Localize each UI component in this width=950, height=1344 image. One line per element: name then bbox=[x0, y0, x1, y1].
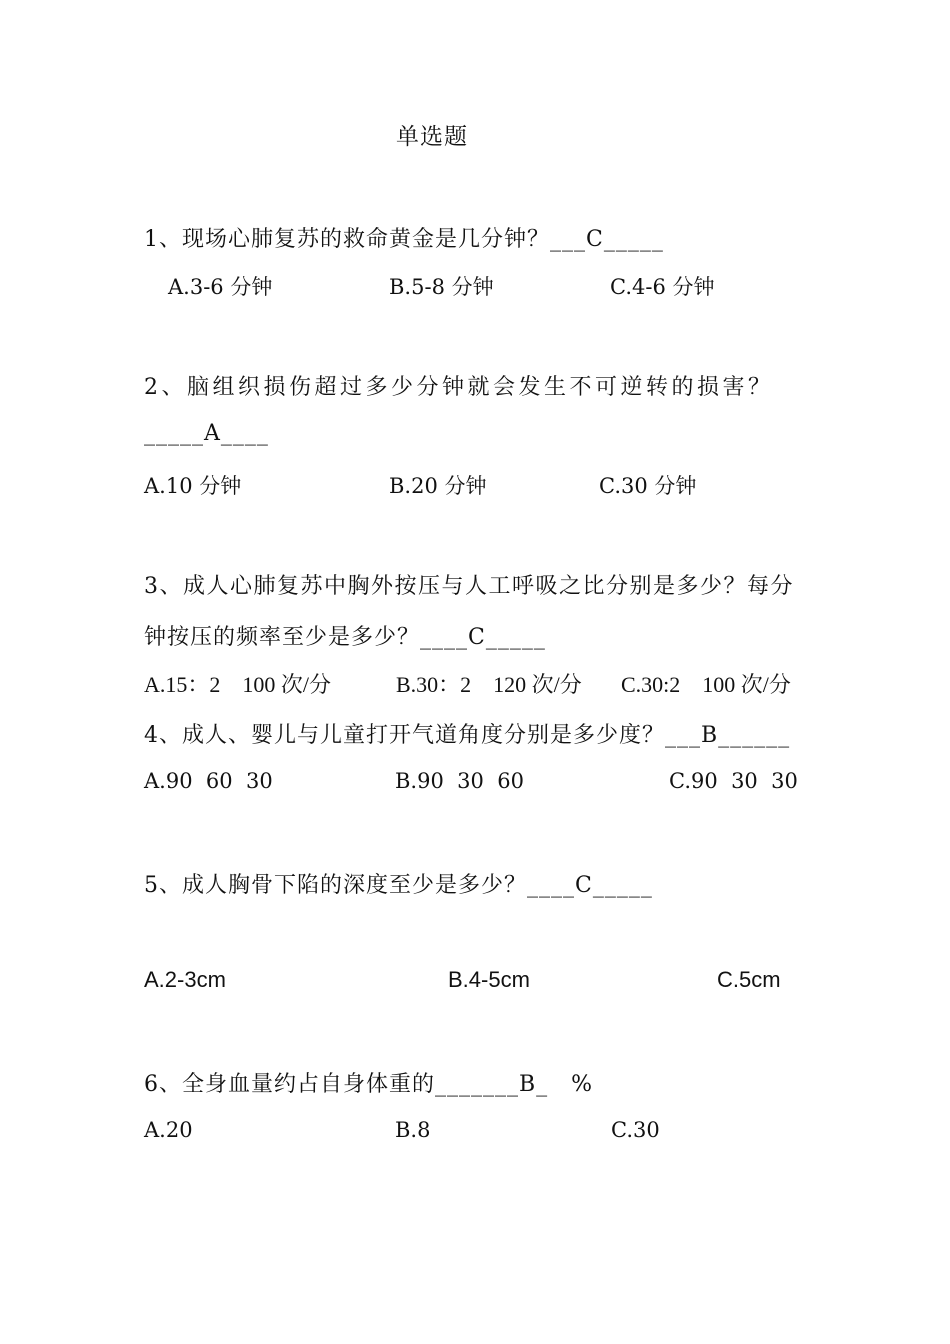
question-5-text: 5、成人胸骨下陷的深度至少是多少？____C_____ bbox=[144, 873, 653, 898]
question-2-answer: _____A____ bbox=[144, 421, 269, 446]
question-6-option-a: A.20 bbox=[144, 1118, 193, 1142]
question-1-option-b: B.5-8 分钟 bbox=[389, 275, 494, 299]
question-1-text: 1、现场心肺复苏的救命黄金是几分钟？___C_____ bbox=[144, 227, 664, 252]
question-1-option-a: A.3-6 分钟 bbox=[168, 275, 273, 299]
question-4-option-a: A.90 60 30 bbox=[144, 769, 273, 793]
page-title: 单选题 bbox=[396, 124, 468, 150]
question-6-option-b: B.8 bbox=[395, 1118, 431, 1142]
question-5-option-a: A.2-3cm bbox=[144, 967, 226, 992]
question-5-option-b: B.4-5cm bbox=[448, 967, 530, 992]
question-4-option-c: C.90 30 30 bbox=[669, 769, 798, 793]
question-2-text: 2、脑组织损伤超过多少分钟就会发生不可逆转的损害？ bbox=[144, 375, 774, 400]
question-3-option-c: C.30:2 100 次/分 bbox=[621, 672, 791, 697]
question-6-option-c: C.30 bbox=[611, 1118, 660, 1142]
question-3-text-continued: 钟按压的频率至少是多少？____C_____ bbox=[144, 625, 546, 650]
question-3-text: 3、成人心肺复苏中胸外按压与人工呼吸之比分别是多少？每分 bbox=[144, 574, 794, 599]
question-6-text: 6、全身血量约占自身体重的_______B_ % bbox=[144, 1072, 594, 1097]
question-4-text: 4、成人、婴儿与儿童打开气道角度分别是多少度？___B______ bbox=[144, 723, 791, 748]
question-5-option-c: C.5cm bbox=[717, 967, 781, 992]
question-1-option-c: C.4-6 分钟 bbox=[610, 275, 715, 299]
question-3-option-a: A.15：2 100 次/分 bbox=[144, 672, 332, 697]
question-2-option-a: A.10 分钟 bbox=[144, 474, 242, 498]
question-2-option-c: C.30 分钟 bbox=[599, 474, 697, 498]
question-4-option-b: B.90 30 60 bbox=[395, 769, 524, 793]
question-2-option-b: B.20 分钟 bbox=[389, 474, 487, 498]
question-3-option-b: B.30：2 120 次/分 bbox=[396, 672, 582, 697]
